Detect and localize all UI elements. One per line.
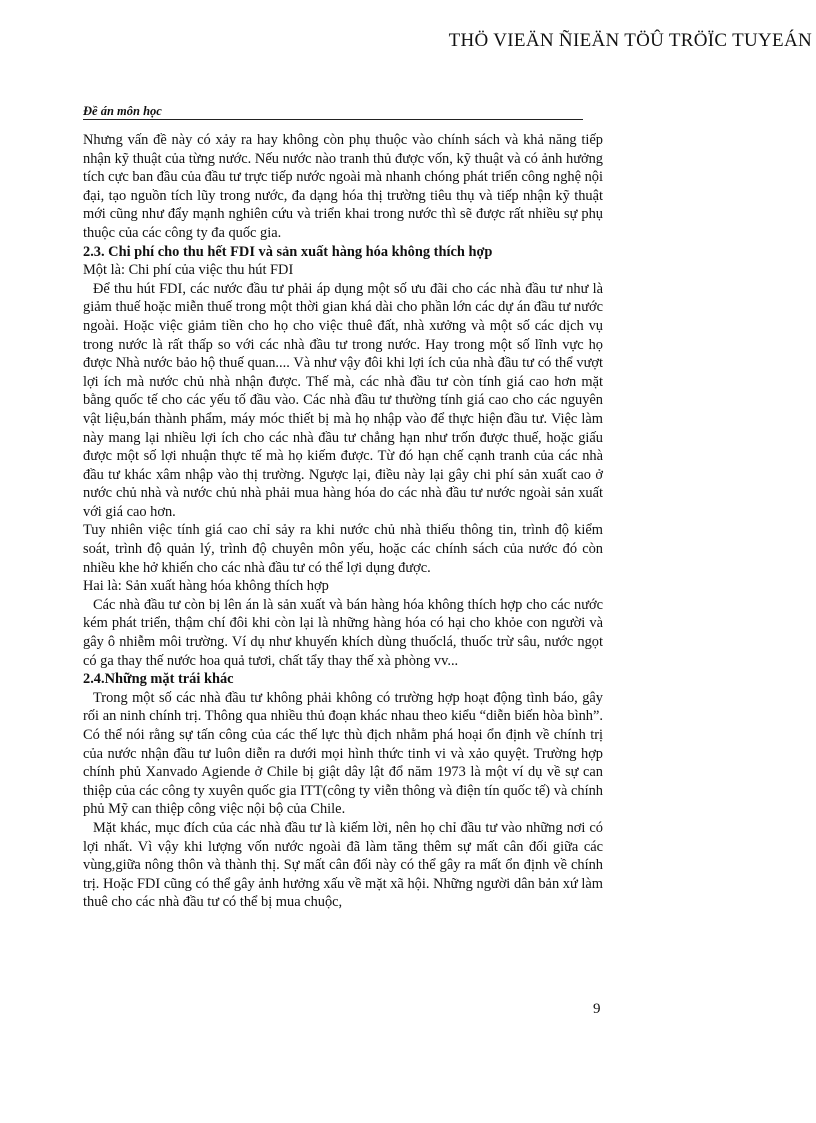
running-header: Đề án môn học	[83, 104, 583, 120]
subheading-unsuitable-goods: Hai là: Sản xuất hàng hóa không thích hợp	[83, 578, 329, 595]
page-number: 9	[593, 1001, 601, 1017]
paragraph-political-interference: Trong một số các nhà đầu tư không phải không có trường hợp hoạt động tình báo, gây rối an ninh chính trị. Thông qua nhiều thủ đoạn khác nhau theo kiểu “diễn biến hòa bình”. Có thể nói rằng sự tấn công của các thế lực thù địch nhằm phá hoại ổn định về chính trị của nước nhận đầu tư luôn diễn ra dưới mọi hình thức tinh vi và xảo quyệt. Trường hợp chính phủ Xanvado Agiende ở Chile bị giật dây lật đổ năm 1973 là một ví dụ về sự can thiệp của các công ty xuyên quốc gia ITT(công ty viễn thông và điện tín quốc tế) và chính phủ Mỹ can thiệp công việc nội bộ của Chile.	[83, 689, 603, 818]
subheading-cost-of-attraction: Một là: Chi phí của việc thu hút FDI	[83, 262, 294, 279]
section-heading-2-4: 2.4.Những mặt trái khác	[83, 671, 234, 688]
paragraph-dependency: Nhưng vấn đề này có xảy ra hay không còn phụ thuộc vào chính sách và khả năng tiếp nhận kỹ thuật của từng nước. Nếu nước nào tranh thủ được vốn, kỹ thuật và có ảnh hưởng tích cực ban đầu của đầu tư trực tiếp nước ngoài mà nhanh chóng phát triển công nghệ nội đại, tạo nguồn tích lũy trong nước, đa dạng hóa thị trường tiêu thụ và tiếp nhận kỹ thuật mới cũng như đẩy mạnh nghiên cứu và triển khai trong nước thì sẽ được rất nhiều sự phụ thuộc của các công ty đa quốc gia.	[83, 132, 603, 241]
paragraph-unsuitable-goods: Các nhà đầu tư còn bị lên án là sản xuất và bán hàng hóa không thích hợp cho các nước kém phát triển, thậm chí đôi khi còn lại là những hàng hóa có hại cho khỏe con người và gây ô nhiễm môi trường. Ví dụ như khuyến khích dùng thuốclá, thuốc trừ sâu, nước ngọt có ga thay thế nước hoa quả tươi, chất tẩy thay thế xà phòng vv...	[83, 596, 603, 669]
document-body	[83, 131, 603, 912]
paragraph-incentives: Để thu hút FDI, các nước đầu tư phải áp dụng một số ưu đãi cho các nhà đầu tư như là giảm thuế hoặc miễn thuế trong một thời gian khá dài cho phần lớn các dự án đầu tư nước ngoài. Hoặc việc giảm tiền cho họ cho việc thuê đất, nhà xưởng và một số các dịch vụ trong nước là rất thấp so với các nhà đầu tư trong nước. Hay trong một số lĩnh vực họ được Nhà nước bảo hộ thuế quan.... Và như vậy đôi khi lợi ích của nhà đầu tư có thể vượt lợi ích mà nước chủ nhà nhận được. Thế mà, các nhà đầu tư còn tính giá cao hơn mặt bằng quốc tế cho các yếu tố đầu vào. Các nhà đầu tư thường tính giá cao cho các nguyên vật liệu,bán thành phẩm, máy móc thiết bị mà họ nhập vào để thực hiện đầu tư. Việc làm này mang lại nhiều lợi ích cho các nhà đầu tư chẳng hạn như trốn được thuế, hoặc giấu được một số lợi nhuận thực tế mà họ kiếm được. Từ đó hạn chế cạnh tranh của các nhà đầu tư khác xâm nhập vào thị trường. Ngược lại, điều này lại gây chi phí sản xuất cao ở nước chủ nhà và nước chủ nhà phải mua hàng hóa do các nhà đầu tư nước ngoài sản xuất với giá cao hơn.	[83, 280, 603, 520]
site-watermark: THÖ VIEÄN ÑIEÄN TÖÛ TRÖÏC TUYEÁN	[448, 30, 812, 51]
paragraph-regional-imbalance: Mặt khác, mục đích của các nhà đầu tư là kiếm lời, nên họ chỉ đầu tư vào những nơi có lợi nhất. Vì vậy khi lượng vốn nước ngoài đã làm tăng thêm sự mất cân đối giữa các vùng,giữa nông thôn và thành thị. Sự mất cân đối này có thể gây ra mất ổn định về chính trị. Hoặc FDI cũng có thể gây ảnh hưởng xấu về mặt xã hội. Những người dân bản xứ làm thuê cho các nhà đầu tư có thể bị mua chuộc,	[83, 819, 603, 911]
section-heading-2-3: 2.3. Chi phí cho thu hết FDI và sản xuất hàng hóa không thích hợp	[83, 243, 493, 260]
paragraph-high-pricing: Tuy nhiên việc tính giá cao chỉ sảy ra khi nước chủ nhà thiếu thông tin, trình độ kiểm soát, trình độ quản lý, trình độ chuyên môn yếu, hoặc các chính sách của nước đó còn nhiều khe hở khiến cho các nhà đầu tư có thể lợi dụng được.	[83, 522, 603, 576]
